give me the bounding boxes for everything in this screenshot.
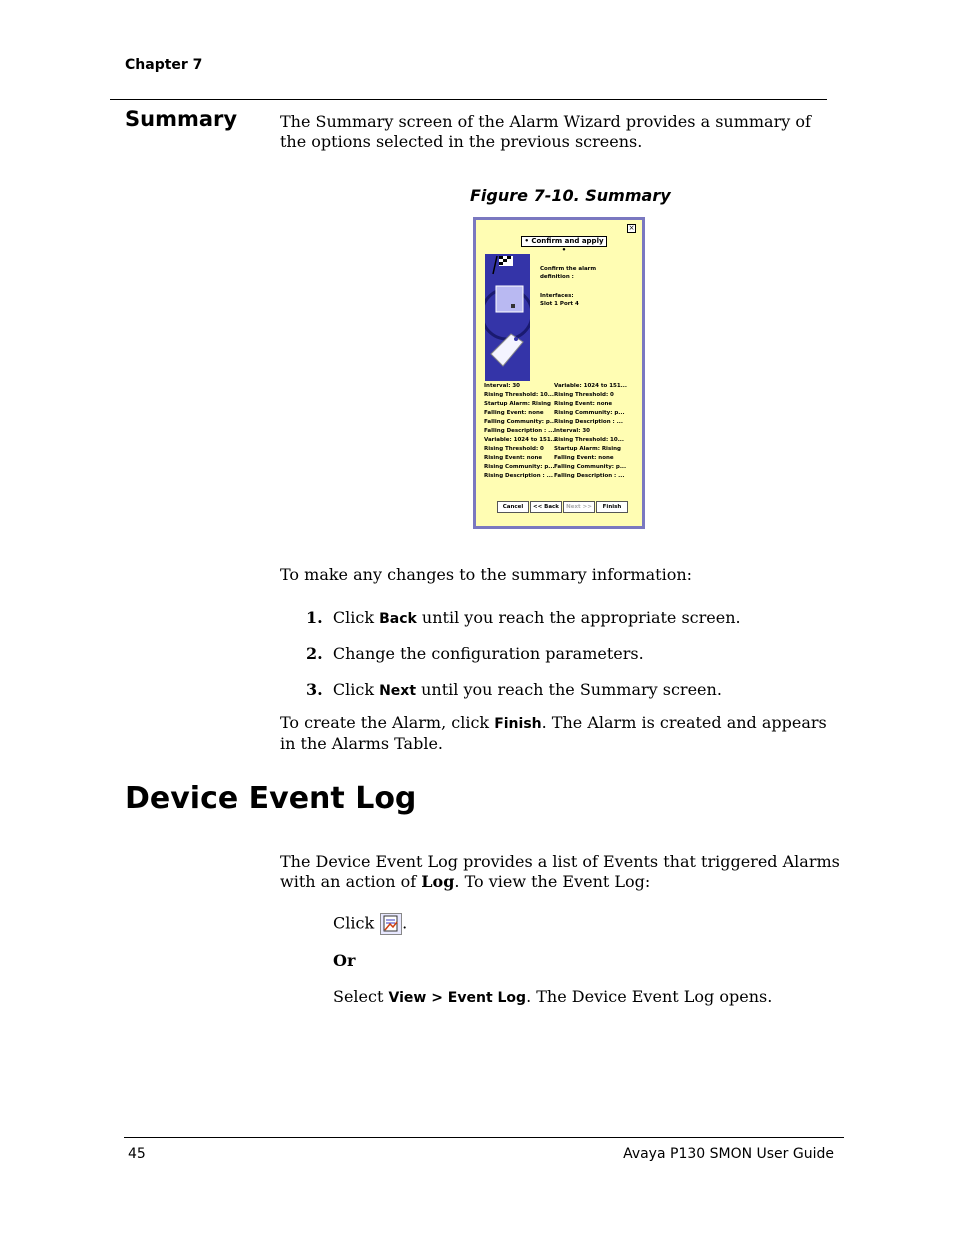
- step-number: 3.: [306, 680, 323, 699]
- step-text: until you reach the Summary screen.: [416, 680, 722, 699]
- step-text: Click: [332, 608, 380, 627]
- wizard-illustration: [485, 254, 530, 381]
- step-number: 2.: [306, 644, 323, 663]
- text: Select: [333, 987, 389, 1006]
- heading-device-event-log: Device Event Log: [125, 781, 417, 816]
- confirm-apply-title: • Confirm and apply •: [521, 236, 607, 247]
- summary-line: Falling Event: none: [554, 455, 614, 461]
- summary-line: Falling Community: p...: [484, 419, 557, 425]
- step-text: until you reach the appropriate screen.: [416, 608, 741, 627]
- close-icon[interactable]: ×: [628, 224, 635, 232]
- bold-term: Log: [421, 872, 455, 891]
- ui-term: Finish: [494, 716, 542, 732]
- text: The Device Event Log provides a list of Events that triggered Alarms with an action of: [280, 852, 840, 891]
- ui-term: Back: [379, 611, 417, 627]
- step-number: 1.: [306, 608, 323, 627]
- summary-line: Rising Threshold: 10...: [554, 437, 624, 443]
- create-alarm-text: [280, 713, 840, 754]
- next-button[interactable]: Next >>: [563, 501, 595, 513]
- summary-right-column: [554, 382, 627, 481]
- page-number: 45: [128, 1146, 146, 1162]
- confirm-text-1: Confirm the alarm: [540, 266, 597, 272]
- summary-line: Rising Event: none: [484, 455, 543, 461]
- text: .: [402, 913, 408, 933]
- summary-dialog: [473, 217, 645, 529]
- click-label: Click: [333, 913, 375, 933]
- or-label: Or: [333, 951, 356, 970]
- step-text: Change the configuration parameters.: [332, 644, 644, 663]
- summary-line: Rising Threshold: 0: [484, 446, 544, 452]
- summary-line: Rising Description : ...: [554, 419, 623, 425]
- summary-line: Falling Description : ...: [484, 428, 555, 434]
- summary-line: Interval: 30: [484, 383, 520, 389]
- summary-line: Falling Description : ...: [554, 473, 625, 479]
- ui-term: View > Event Log: [388, 990, 527, 1006]
- summary-line: Rising Threshold: 0: [554, 392, 614, 398]
- summary-line: Rising Event: none: [554, 401, 613, 407]
- summary-line: Variable: 1024 to 151...: [484, 437, 557, 443]
- text: . The Alarm is created and appears in the Alarms Table.: [280, 713, 827, 753]
- click-instruction: [333, 913, 407, 935]
- step-2: [306, 644, 644, 664]
- figure-caption: Figure 7-10. Summary: [470, 186, 671, 205]
- summary-left-column: [484, 382, 557, 481]
- section-title: Summary: [125, 107, 238, 131]
- confirm-text-2: definition :: [540, 274, 574, 280]
- header-rule: [110, 99, 827, 100]
- step-1: [306, 608, 741, 629]
- text: . To view the Event Log:: [454, 872, 651, 891]
- summary-line: Interval: 30: [554, 428, 590, 434]
- step-text: Click: [332, 680, 380, 699]
- event-log-icon[interactable]: [380, 913, 402, 935]
- text: . The Device Event Log opens.: [526, 987, 773, 1006]
- chapter-label: Chapter 7: [125, 57, 203, 73]
- event-log-intro: [280, 852, 845, 892]
- summary-line: Variable: 1024 to 151...: [554, 383, 627, 389]
- summary-line: Rising Description : ...: [484, 473, 553, 479]
- select-instruction: [333, 987, 772, 1008]
- footer-rule: [124, 1137, 844, 1138]
- guide-title: Avaya P130 SMON User Guide: [623, 1146, 834, 1162]
- summary-line: Falling Community: p...: [554, 464, 627, 470]
- summary-line: Rising Community: p...: [554, 410, 625, 416]
- summary-line: Startup Alarm: Rising: [554, 446, 621, 452]
- ui-term: Next: [379, 683, 417, 699]
- finish-button[interactable]: Finish: [596, 501, 628, 513]
- summary-line: Falling Event: none: [484, 410, 544, 416]
- text: To create the Alarm, click: [280, 713, 495, 732]
- summary-intro: The Summary screen of the Alarm Wizard provides a summary of the options selected in the previous screens.: [280, 112, 811, 151]
- summary-line: Rising Threshold: 10...: [484, 392, 554, 398]
- summary-line: Startup Alarm: Rising: [484, 401, 551, 407]
- step-3: [306, 680, 722, 701]
- interfaces-label: Interfaces:: [540, 293, 574, 299]
- interfaces-value: Slot 1 Port 4: [540, 301, 579, 307]
- summary-line: Rising Community: p...: [484, 464, 555, 470]
- cancel-button[interactable]: Cancel: [497, 501, 529, 513]
- back-button[interactable]: << Back: [530, 501, 562, 513]
- changes-intro: To make any changes to the summary information:: [280, 565, 693, 584]
